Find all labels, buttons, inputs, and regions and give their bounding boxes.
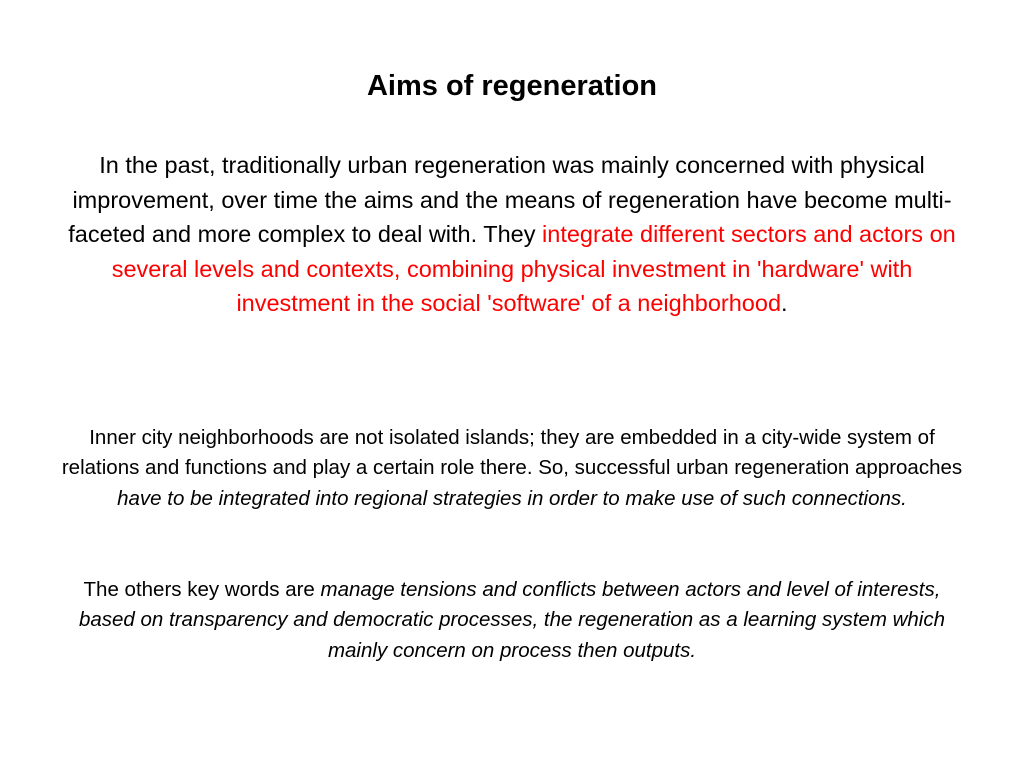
key-words-emphasis: manage tensions and conflicts between actors and level of interests, based on transparency and democratic processes, the regeneration as a learning system which mainly concern on process then outputs. — [78, 578, 946, 662]
highlighted-integration-text: integrate different sectors and actors on several levels and contexts, combining physical investment in 'hardware' with investment in the social 'software' of a neighborhood — [111, 221, 956, 317]
paragraph-past-aims-text: In the past, traditionally urban regeneration was mainly concerned with physical improvement, over time the aims and the means of regeneration have become multi-faceted and more complex to deal with. They — [68, 152, 952, 248]
slide-title: Aims of regeneration — [366, 70, 658, 102]
paragraph-past-aims — [60, 148, 964, 321]
paragraph-inner-city — [60, 423, 964, 514]
regional-strategies-emphasis: have to be integrated into regional strategies in order to make use of such connections. — [117, 486, 907, 510]
paragraph-inner-city-text: Inner city neighborhoods are not isolated islands; they are embedded in a city-wide system of relations and functions and play a certain role there. So, successful urban regeneration approaches — [61, 426, 963, 480]
paragraph-key-words — [60, 575, 964, 666]
paragraph-key-words-text: The others key words are — [83, 578, 321, 601]
paragraph-past-aims-end: . — [781, 290, 788, 317]
